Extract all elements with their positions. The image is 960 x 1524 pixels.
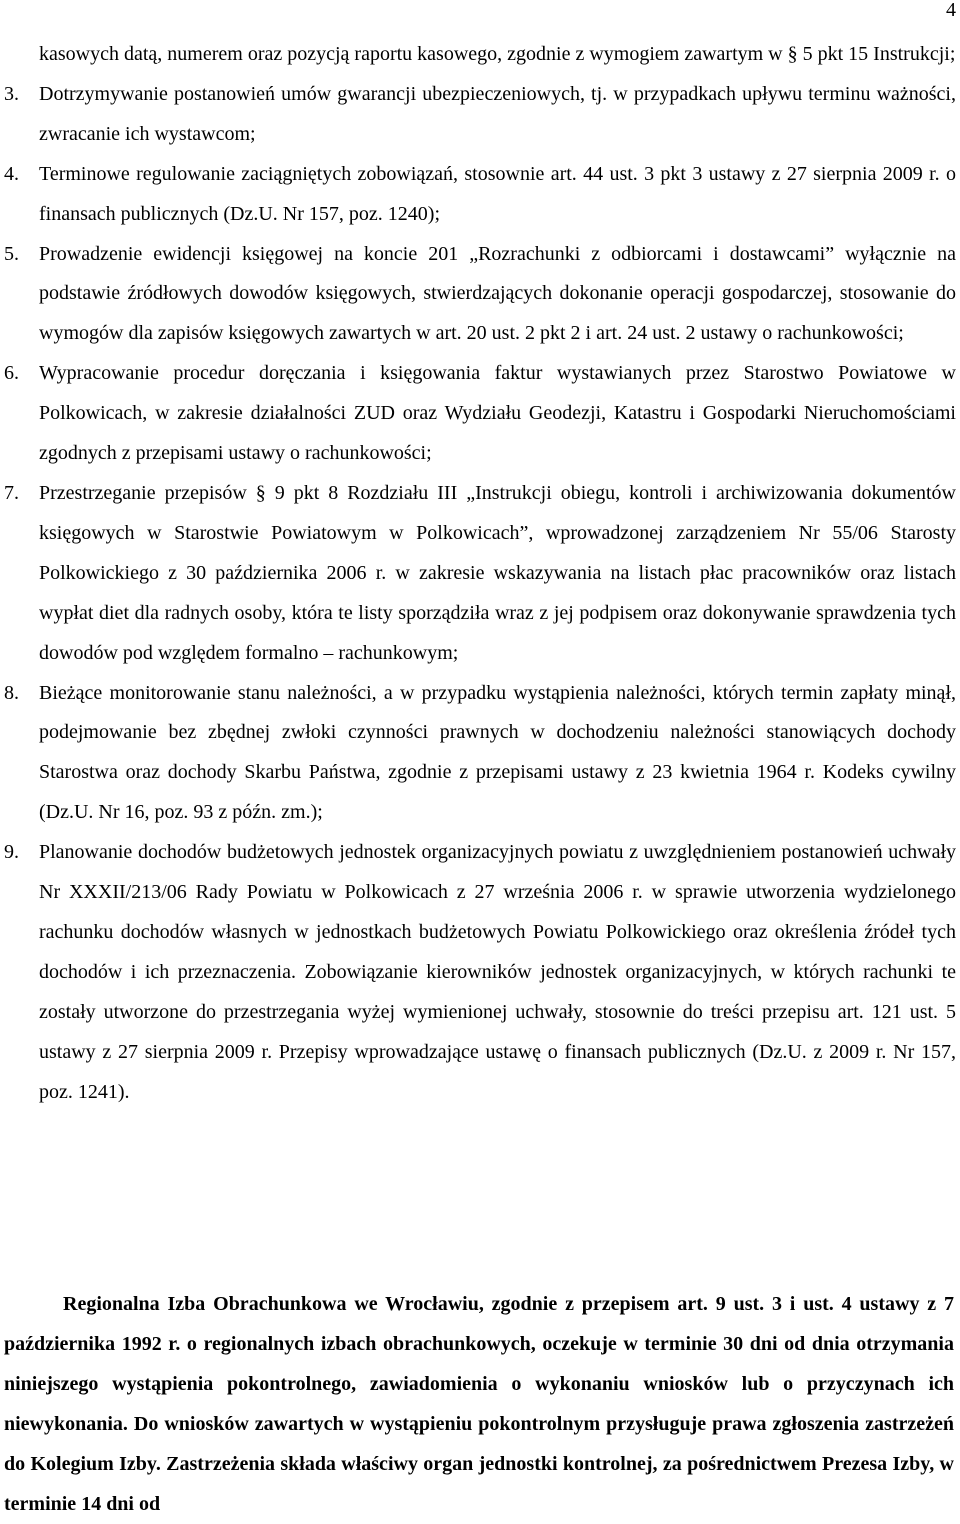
list-item-number: 7. — [4, 481, 19, 504]
list-item-7 — [0, 474, 960, 674]
list-item-number: 8. — [4, 681, 19, 704]
list-item-number: 4. — [4, 162, 19, 185]
recommendations-list — [0, 35, 960, 1112]
list-item-4 — [0, 155, 960, 235]
list-item-text: Bieżące monitorowanie stanu należności, a w przypadku wystąpienia należności, których termin zapłaty minął, podejmowanie bez zbędnej zwłoki czynności prawnych w dochodzeniu należności stanowiących dochody Starostwa oraz dochody Skarbu Państwa, zgodnie z przepisami ustawy z 23 kwietnia 1964 r. Kodeks cywilny (Dz.U. Nr 16, poz. 93 z późn. zm.); — [39, 681, 956, 824]
list-item-text: Wypracowanie procedur doręczania i księgowania faktur wystawianych przez Starostwo Powiatowe w Polkowicach, w zakresie działalności ZUD oraz Wydziału Geodezji, Katastru i Gospodarki Nieruchomościami zgodnych z przepisami ustawy o rachunkowości; — [39, 362, 956, 465]
list-item-5 — [0, 235, 960, 355]
list-item-9 — [0, 833, 960, 1112]
list-item-text: kasowych datą, numerem oraz pozycją raportu kasowego, zgodnie z wymogiem zawartym w § 5 pkt 15 Instrukcji; — [39, 43, 956, 65]
list-item-3 — [0, 75, 960, 155]
list-item-number: 3. — [4, 82, 19, 105]
list-item-text: Planowanie dochodów budżetowych jednostek organizacyjnych powiatu z uwzględnieniem postanowień uchwały Nr XXXII/213/06 Rady Powiatu w Polkowicach z 27 września 2006 r. w sprawie utworzenia wydzielonego rachunku dochodów własnych w jednostkach budżetowych Powiatu Polkowickiego oraz określenia źródeł tych dochodów i ich przeznaczenia. Zobowiązanie kierowników jednostek organizacyjnych, w których rachunki te zostały utworzone do przestrzegania wyżej wymienionej uchwały, stosownie do treści przepisu art. 121 ust. 5 ustawy z 27 sierpnia 2009 r. Przepisy wprowadzające ustawę o finansach publicznych (Dz.U. z 2009 r. Nr 157, poz. 1241). — [39, 841, 956, 1103]
page-number: 4 — [946, 0, 956, 21]
closing-paragraph: Regionalna Izba Obrachunkowa we Wrocławiu, zgodnie z przepisem art. 9 ust. 3 i ust. 4 ustawy z 7 października 1992 r. o regionalnych izbach obrachunkowych, oczekuje w terminie 30 dni od dnia otrzymania niniejszego wystąpienia pokontrolnego, zawiadomienia o wykonaniu wniosków lub o przyczynach ich niewykonania. Do wniosków zawartych w wystąpieniu pokontrolnym przysługuje prawa zgłoszenia zastrzeżeń do Kolegium Izby. Zastrzeżenia składa właściwy organ jednostki kontrolnej, za pośrednictwem Prezesa Izby, w terminie 14 dni od — [4, 1293, 954, 1515]
list-item-text: Przestrzeganie przepisów § 9 pkt 8 Rozdziału III „Instrukcji obiegu, kontroli i archiwizowania dokumentów księgowych w Starostwie Powiatowym w Polkowicach”, wprowadzonej zarządzeniem Nr 55/06 Starosty Polkowickiego z 30 października 2006 r. w zakresie wskazywania na listach płac pracowników oraz listach wypłat diet dla radnych osoby, która te listy sporządziła wraz z jej podpisem oraz dokonywanie sprawdzenia tych dowodów pod względem formalno – rachunkowym; — [39, 481, 956, 664]
list-item-text: Dotrzymywanie postanowień umów gwarancji ubezpieczeniowych, tj. w przypadkach upływu terminu ważności, zwracanie ich wystawcom; — [39, 82, 956, 145]
list-item-6 — [0, 354, 960, 474]
list-item-text: Terminowe regulowanie zaciągniętych zobowiązań, stosownie art. 44 ust. 3 pkt 3 ustawy z 27 sierpnia 2009 r. o finansach publicznych (Dz.U. Nr 157, poz. 1240); — [39, 162, 956, 225]
list-item-number: 5. — [4, 242, 19, 265]
list-item-2-continuation — [0, 35, 960, 75]
list-item-text: Prowadzenie ewidencji księgowej na koncie 201 „Rozrachunki z odbiorcami i dostawcami” wyłącznie na podstawie źródłowych dowodów księgowych, stwierdzających dokonanie operacji gospodarczej, stosowanie do wymogów dla zapisów księgowych zawartych w art. 20 ust. 2 pkt 2 i art. 24 ust. 2 ustawy o rachunkowości; — [39, 242, 956, 345]
list-item-number: 9. — [4, 841, 19, 864]
list-item-8 — [0, 674, 960, 834]
list-item-number: 6. — [4, 362, 19, 385]
